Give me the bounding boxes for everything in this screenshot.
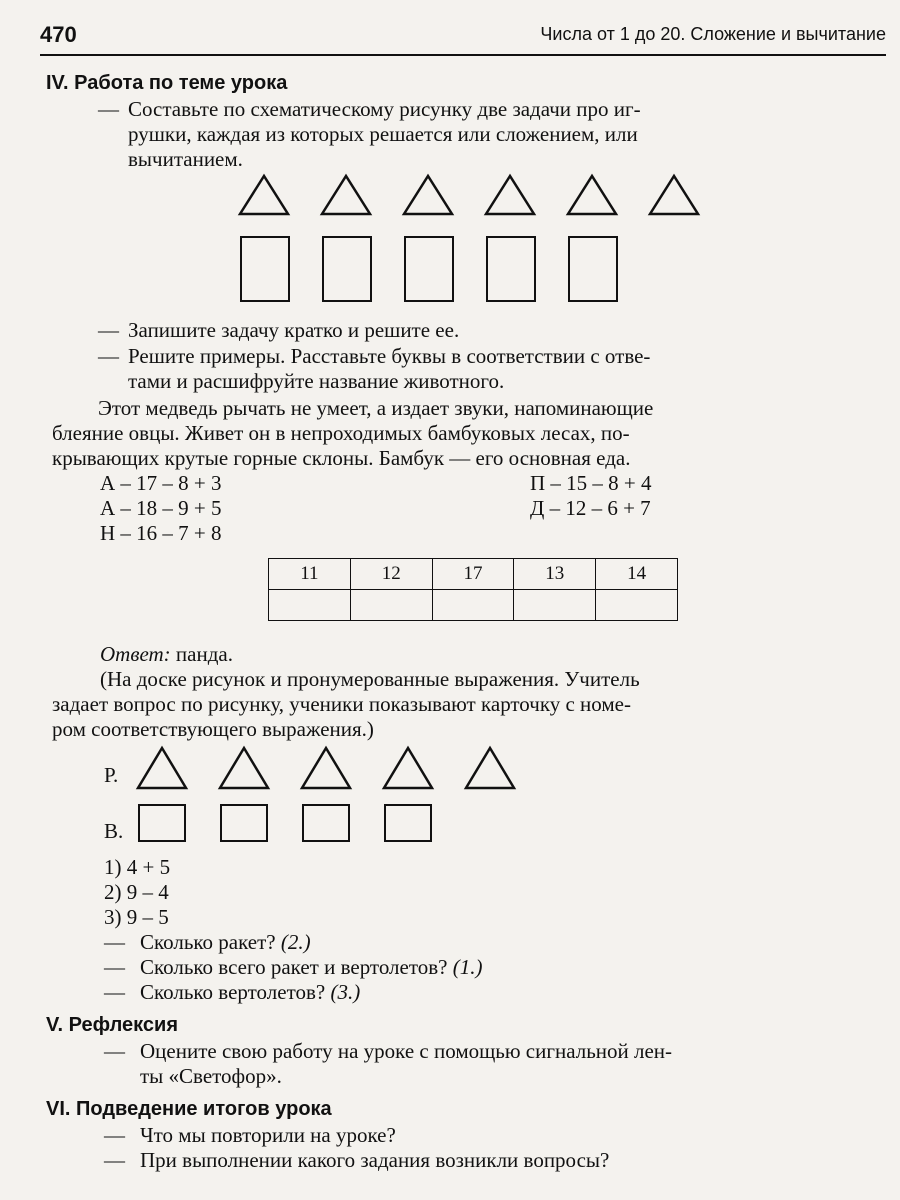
table-cell: 14 bbox=[596, 559, 678, 590]
note-line-1: (На доске рисунок и пронумерованные выражения. Учитель bbox=[100, 667, 640, 691]
dash-marker: — bbox=[104, 980, 125, 1004]
label-helicopters: В. bbox=[104, 819, 124, 843]
note-line-2: задает вопрос по рисунку, ученики показывают карточку с номе- bbox=[52, 692, 631, 716]
question-text: Сколько вертолетов? bbox=[140, 980, 331, 1004]
task3-line-2: тами и расшифруйте название животного. bbox=[128, 369, 505, 393]
table-cell-empty bbox=[269, 590, 351, 621]
triangle-shape bbox=[486, 176, 534, 214]
triangle-shape bbox=[322, 176, 370, 214]
table-cell: 17 bbox=[432, 559, 514, 590]
rockets-triangles-row bbox=[132, 744, 522, 794]
example-n: Н – 16 – 7 + 8 bbox=[100, 521, 222, 545]
label-rockets: Р. bbox=[104, 763, 119, 787]
triangle-shape bbox=[240, 176, 288, 214]
section-heading-6: VI. Подведение итогов урока bbox=[46, 1098, 332, 1120]
expression-2: 2) 9 – 4 bbox=[104, 880, 169, 904]
summary-item-2: При выполнении какого задания возникли вопросы? bbox=[140, 1148, 610, 1172]
answer-line bbox=[100, 644, 233, 665]
dash-marker: — bbox=[104, 1148, 125, 1172]
answer-value: панда. bbox=[175, 642, 233, 666]
dash-marker: — bbox=[98, 318, 119, 342]
running-title: Числа от 1 до 20. Сложение и вычитание bbox=[540, 24, 886, 44]
triangle-shape bbox=[568, 176, 616, 214]
task1-line-2: рушки, каждая из которых решается или сложением, или bbox=[128, 122, 638, 146]
section-heading-5: V. Рефлексия bbox=[46, 1014, 178, 1036]
square-shape bbox=[384, 804, 432, 842]
rectangle-shape bbox=[568, 236, 618, 302]
rectangle-shape bbox=[404, 236, 454, 302]
dash-marker: — bbox=[104, 930, 125, 954]
dash-marker: — bbox=[104, 1039, 125, 1063]
page-number: 470 bbox=[40, 22, 77, 47]
example-a1: А – 17 – 8 + 3 bbox=[100, 471, 222, 495]
table-cell-empty bbox=[514, 590, 596, 621]
paragraph-line-2: блеяние овцы. Живет он в непроходимых бамбуковых лесах, по- bbox=[52, 421, 630, 445]
example-p: П – 15 – 8 + 4 bbox=[530, 471, 652, 495]
triangles-row bbox=[230, 170, 710, 220]
example-d: Д – 12 – 6 + 7 bbox=[530, 496, 651, 520]
answer-label: Ответ: bbox=[100, 642, 171, 666]
paragraph-line-3: крывающих крутые горные склоны. Бамбук — его основная еда. bbox=[52, 446, 631, 470]
table-cell: 12 bbox=[350, 559, 432, 590]
paragraph-line-1: Этот медведь рычать не умеет, а издает звуки, напоминающие bbox=[98, 396, 654, 420]
table-cell-empty bbox=[350, 590, 432, 621]
dash-marker: — bbox=[98, 97, 119, 121]
question-3 bbox=[140, 982, 360, 1003]
dash-marker: — bbox=[104, 955, 125, 979]
question-2 bbox=[140, 957, 482, 978]
note-line-3: ром соответствующего выражения.) bbox=[52, 717, 374, 741]
triangle-shape bbox=[650, 176, 698, 214]
triangle-shape bbox=[138, 748, 186, 788]
question-1 bbox=[140, 932, 311, 953]
rectangle-shape bbox=[240, 236, 290, 302]
summary-item-1: Что мы повторили на уроке? bbox=[140, 1123, 396, 1147]
square-shape bbox=[138, 804, 186, 842]
triangle-shape bbox=[302, 748, 350, 788]
triangle-shape bbox=[404, 176, 452, 214]
table-cell-empty bbox=[596, 590, 678, 621]
expression-1: 1) 4 + 5 bbox=[104, 855, 171, 879]
dash-marker: — bbox=[104, 1123, 125, 1147]
question-answer: (2.) bbox=[280, 930, 311, 954]
question-answer: (3.) bbox=[330, 980, 361, 1004]
section-heading-4: IV. Работа по теме урока bbox=[46, 72, 288, 94]
table-cell: 11 bbox=[269, 559, 351, 590]
expression-3: 3) 9 – 5 bbox=[104, 905, 169, 929]
question-text: Сколько всего ракет и вертолетов? bbox=[140, 955, 453, 979]
page-header bbox=[40, 20, 886, 56]
question-answer: (1.) bbox=[452, 955, 483, 979]
answer-code-table bbox=[268, 558, 678, 621]
square-shape bbox=[220, 804, 268, 842]
table-cell: 13 bbox=[514, 559, 596, 590]
triangle-shape bbox=[220, 748, 268, 788]
rectangle-shape bbox=[486, 236, 536, 302]
rectangle-shape bbox=[322, 236, 372, 302]
task3-line-1: Решите примеры. Расставьте буквы в соответствии с отве- bbox=[128, 344, 651, 368]
reflection-line-1: Оцените свою работу на уроке с помощью сигнальной лен- bbox=[140, 1039, 673, 1063]
task2-text: Запишите задачу кратко и решите ее. bbox=[128, 318, 460, 342]
reflection-line-2: ты «Светофор». bbox=[140, 1064, 282, 1088]
table-cell-empty bbox=[432, 590, 514, 621]
triangle-shape bbox=[384, 748, 432, 788]
dash-marker: — bbox=[98, 344, 119, 368]
question-text: Сколько ракет? bbox=[140, 930, 281, 954]
triangle-shape bbox=[466, 748, 514, 788]
square-shape bbox=[302, 804, 350, 842]
task1-line-1: Составьте по схематическому рисунку две задачи про иг- bbox=[128, 97, 641, 121]
example-a2: А – 18 – 9 + 5 bbox=[100, 496, 222, 520]
task1-line-3: вычитанием. bbox=[128, 147, 243, 171]
